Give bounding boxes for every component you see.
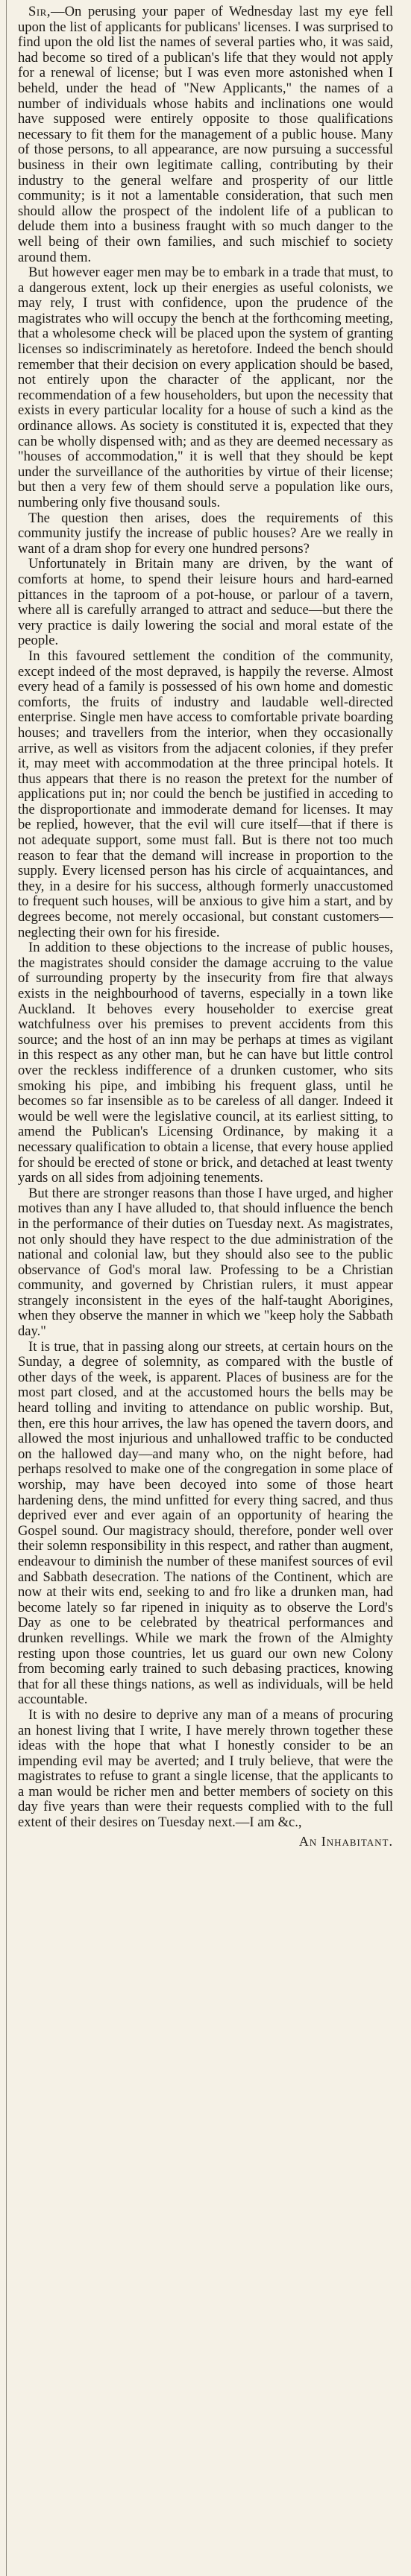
salutation: Sir, [28,4,51,19]
letter-paragraph-9: It is with no desire to deprive any man of a means of procuring an honest living that I write, I have merely thrown together these ideas with the hope that what I honestly consider to be an impending evil may be averted; and I truly believe, that were the magistrates to refuse to grant a single license, that the applicants to a man would be richer men and better members of society on this day five years than were their requests complied with to the full extent of their desires on Tuesday next.—I am &c., [18,1706,393,1831]
letter-paragraph-2: But however eager men may be to embark in a trade that must, to a dangerous extent, lock up their energies as useful colonists, we may rely, I trust with confidence, upon the prudence of the magistrates who will occupy the bench at the forthcoming meeting, that a wholesome check will be placed upon the system of granting licenses so indiscriminately as heretofore. Indeed the bench should remember that their decision on every application should be based, not entirely upon the character of the applicant, nor the recommendation of a few householders, but upon the necessity that exists in every particular locality for a house of such a kind as the ordinance allows. As society is constituted it is, expected that they can be wholly dispensed with; and as they are deemed necessary as "houses of accommodation," it is well that they should be kept under the surveillance of the authorities by virtue of their license; but then a very few of them should serve a population like ours, numbering only five thousand souls. [18,265,393,510]
letter-column [18,4,393,1849]
signature: An Inhabitant. [298,1833,393,1849]
letter-paragraph-3: The question then arises, does the requirements of this community justify the increase of public houses? Are we really in want of a dram shop for every one hundred persons? [18,510,393,557]
letter-paragraph-8: It is true, that in passing along our streets, at certain hours on the Sunday, a degree of solemnity, as compared with the bustle of other days of the week, is apparent. Places of business are for the most part closed, and at the accustomed hours the bells may be heard tolling and inviting to attendance on public worship. But, then, ere this hour arrives, the law has opened the tavern doors, and allowed the most injurious and unhallowed traffic to be conducted on the hallowed day—and many who, on the night before, had perhaps resolved to make one of the congregation in some place of worship, may have been decoyed into some of those heart hardening dens, the mind unfitted for every thing sacred, and thus deprived ever and ever again of an opportunity of hearing the Gospel sound. Our magistracy should, therefore, ponder well over their solemn responsibility in this respect, and rather than augment, endeavour to diminish the number of these manifest sources of evil and Sabbath desecration. The nations of the Continent, which are now at their wits end, seeking to and fro like a drunken man, had become lately so far ripened in iniquity as to observe the Lord's Day as one to be celebrated by theatrical performances and drunken revellings. While we mark the frown of the Almighty resting upon those countries, let us guard our own new Colony from becoming early trained to such debasing practices, knowing that for all these things nations, as well as individuals, will be held accountable. [18,1338,393,1708]
letter-paragraph-5: In this favoured settlement the condition of the community, except indeed of the most depraved, is happily the reverse. Almost every head of a family is possessed of his own home and domestic comforts, the fruits of industry and laudable well-directed enterprise. Single men have access to comfortable private boarding houses; and travellers from the interior, when they occasionally arrive, as well as visitors from the adjacent colonies, if they prefer it, may meet with accommodation at the three principal hotels. It thus appears that there is no reason the pretext for the number of applications put in; nor could the bench be justified in acceding to the disproportionate and immoderate demand for licenses. It may be replied, however, that the evil will cure itself—that if there is not adequate support, some must fall. But is there not too much reason to fear that the demand will increase in proportion to the supply. Every licensed person has his circle of acquaintances, and they, in a desire for his success, although formerly unaccustomed to frequent such houses, will be anxious to give him a start, and by degrees become, not merely occasional, but constant customers—neglecting their own for his fireside. [18,648,393,940]
column-rule [6,0,7,2576]
letter-paragraph-4: Unfortunately in Britain many are driven, by the want of comforts at home, to spend their leisure hours and hard-earned pittances in the taproom of a pot-house, or parlour of a tavern, where all is carefully arranged to attract and seduce—but there the very practice is daily lowering the social and moral estate of the people. [18,556,393,649]
paragraph-text: —On perusing your paper of Wednesday last my eye fell upon the list of applicants for publicans' licenses. I was surprised to find upon the old list the names of several parties who, it was said, had become so tired of a publican's life that they would not apply for a renewal of license; but I was even more astonished when I beheld, under the head of "New Applicants," the names of a number of individuals whose habits and inclinations one would have supposed were entirely opposite to those qualifications necessary to fit them for the management of a public house. Many of those persons, to all appearance, are now pursuing a successful business in their own legitimate calling, contributing by their industry to the general welfare and prosperity of our little community; is it not a lamentable consideration, that such men should allow the prospect of the indolent life of a publican to delude them into a business fraught with so much danger to the well being of their own families, and such mischief to society around them. [18,4,393,265]
letter-paragraph-7: But there are stronger reasons than those I have urged, and higher motives than any I have alluded to, that should influence the bench in the performance of their duties on Tuesday next. As magistrates, not only should they have respect to the due administration of the national and colonial law, but they should also see to the public observance of God's moral law. Professing to be a Christian community, and governed by Christian rulers, it must appear strangely inconsistent in the eyes of the half-taught Aborigines, when they observe the manner in which we "keep holy the Sabbath day." [18,1185,393,1340]
letter-paragraph-6: In addition to these objections to the increase of public houses, the magistrates should consider the damage accruing to the value of surrounding property by the insecurity from fire that always exists in the neighbourhood of taverns, especially in a town like Auckland. It behoves every householder to exercise great watchfulness over his premises to prevent accidents from this source; and the host of an inn may be perhaps at times as vigilant in this respect as any other man, but he can have but little control over the reckless indifference of a drunken customer, who sits smoking his pipe, and imbibing his frequent glass, until he becomes so far insensible as to be careless of all danger. Indeed it would be well were the legislative council, at its earliest sitting, to amend the Publican's Licensing Ordinance, by making it a necessary qualification to obtain a license, that every house applied for should be erected of stone or brick, and detached at least twenty yards on all sides from adjoining tenements. [18,940,393,1186]
letter-paragraph-1 [18,4,393,265]
